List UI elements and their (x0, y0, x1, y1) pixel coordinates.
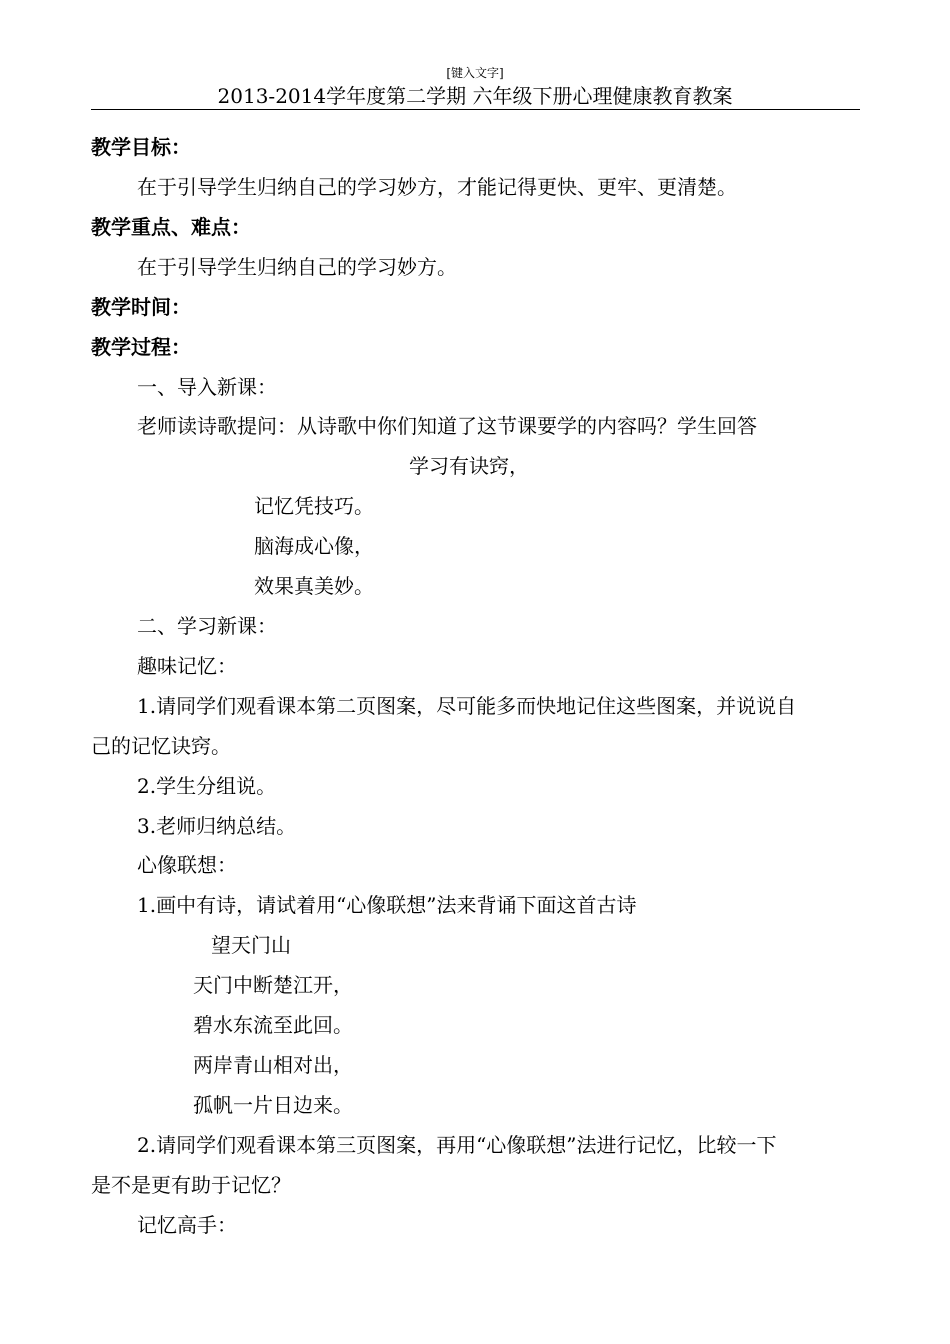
poem1-line: 脑海成心像， (254, 534, 374, 558)
poem2-title: 望天门山 (211, 933, 291, 957)
poem1-line: 效果真美妙。 (254, 574, 374, 598)
poem2-line: 碧水东流至此回。 (193, 1013, 353, 1037)
imagery-step1: 1.画中有诗，请试着用“心像联想”法来背诵下面这首古诗 (137, 893, 637, 917)
key-text: 在于引导学生归纳自己的学习妙方。 (137, 255, 457, 279)
poem2-line: 两岸青山相对出， (193, 1053, 353, 1077)
section-new-lesson: 二、学习新课： (137, 614, 277, 638)
goal-heading: 教学目标： (91, 135, 191, 159)
poem2-line: 天门中断楚江开， (193, 973, 353, 997)
time-heading: 教学时间： (91, 295, 191, 319)
header-divider (91, 109, 860, 110)
step3-text: 3.老师归纳总结。 (137, 814, 297, 838)
imagery-heading: 心像联想： (137, 853, 237, 877)
header-placeholder: [键入文字] (446, 66, 504, 80)
step1-text-cont: 己的记忆诀窍。 (91, 734, 231, 758)
process-heading: 教学过程： (91, 335, 191, 359)
section-intro: 一、导入新课： (137, 375, 277, 399)
poem1-line: 学习有诀窍， (409, 454, 529, 478)
page-title: 2013-2014学年度第二学期 六年级下册心理健康教育教案 (217, 84, 733, 108)
poem2-line: 孤帆一片日边来。 (193, 1093, 353, 1117)
step2-text: 2.学生分组说。 (137, 774, 277, 798)
imagery-step2-cont: 是不是更有助于记忆？ (91, 1173, 291, 1197)
imagery-step2: 2.请同学们观看课本第三页图案，再用“心像联想”法进行记忆，比较一下 (137, 1133, 777, 1157)
memory-master-heading: 记忆高手： (137, 1213, 237, 1237)
step1-text: 1.请同学们观看课本第二页图案，尽可能多而快地记住这些图案，并说说自 (137, 694, 797, 718)
key-heading: 教学重点、难点： (91, 215, 251, 239)
poem1-line: 记忆凭技巧。 (254, 494, 374, 518)
goal-text: 在于引导学生归纳自己的学习妙方，才能记得更快、更牢、更清楚。 (137, 175, 737, 199)
fun-memory-heading: 趣味记忆： (137, 654, 237, 678)
intro-question: 老师读诗歌提问：从诗歌中你们知道了这节课要学的内容吗？学生回答 (137, 414, 757, 438)
